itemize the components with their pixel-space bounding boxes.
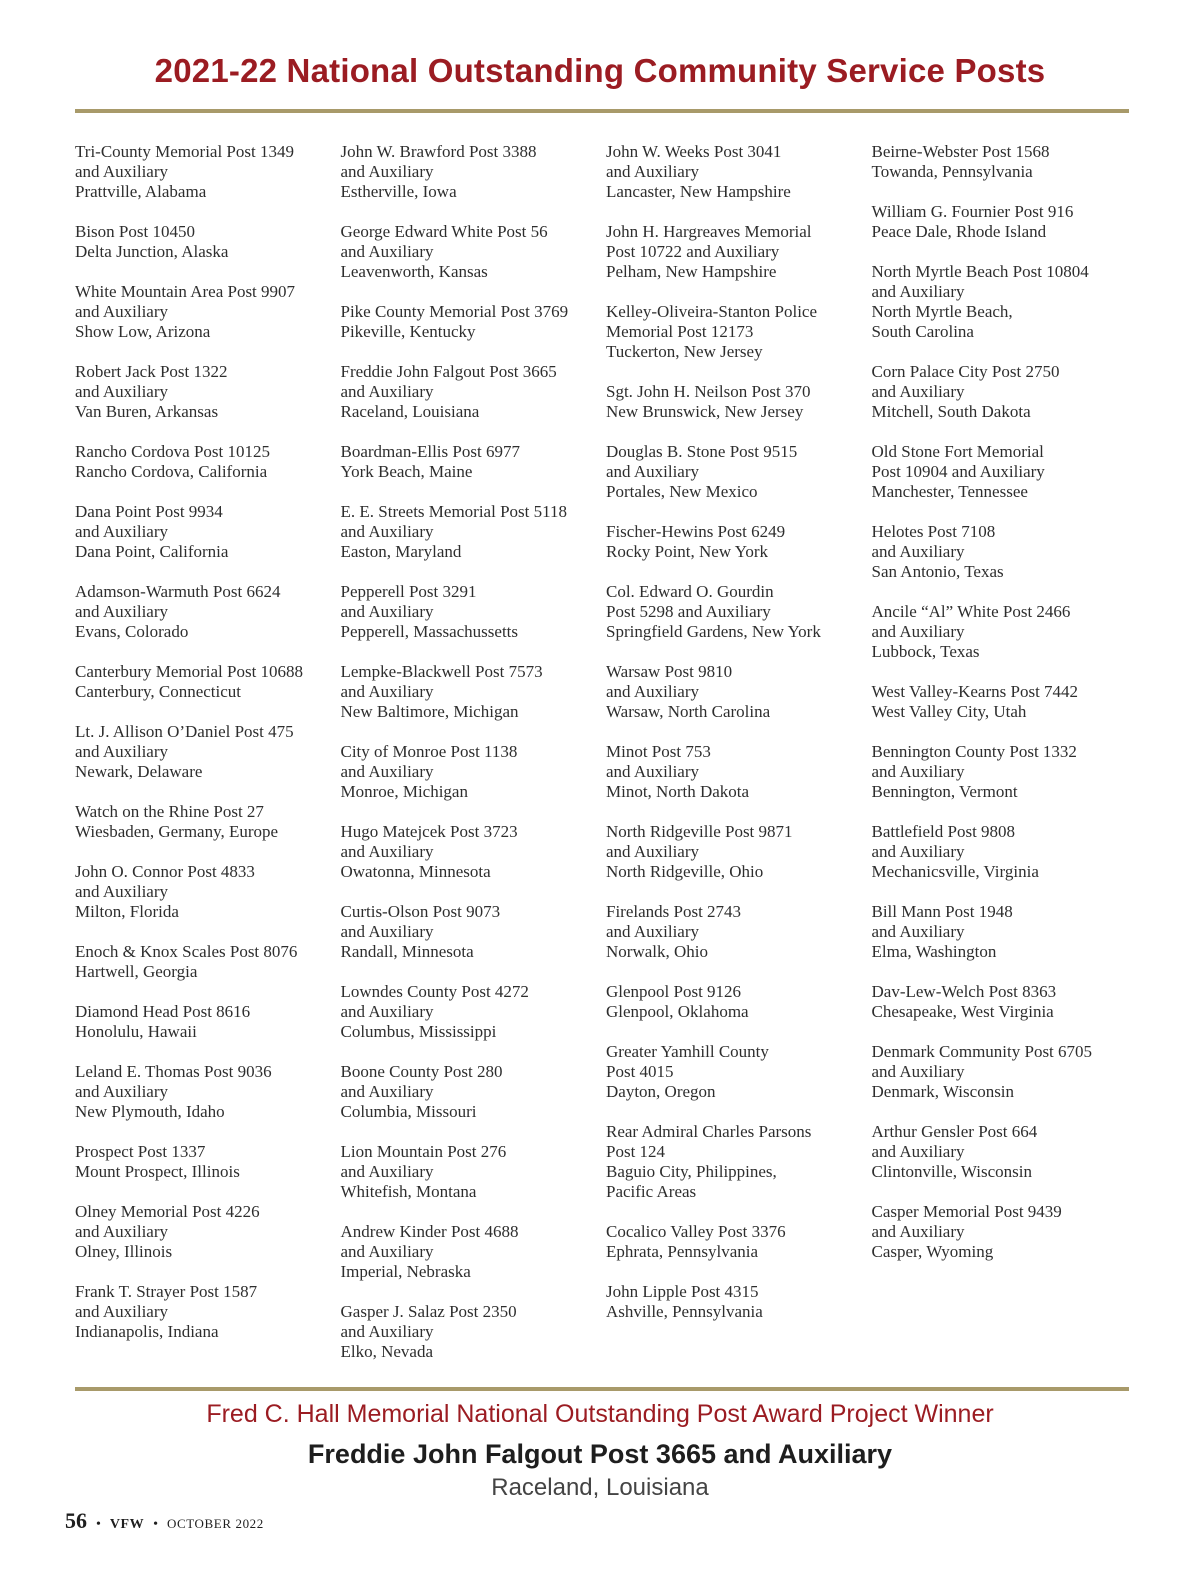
post-entry-line: and Auxiliary — [606, 682, 700, 701]
post-entry-line: Prospect Post 1337 — [75, 1142, 206, 1161]
post-column — [75, 142, 341, 1382]
post-entry-line: and Auxiliary — [606, 842, 700, 861]
post-entry-line: Firelands Post 2743 — [606, 902, 742, 921]
post-entry-line: and Auxiliary — [340, 922, 434, 941]
post-entry — [872, 602, 1138, 662]
post-entry — [872, 902, 1138, 962]
post-entry — [872, 362, 1138, 422]
post-column — [606, 142, 872, 1382]
post-entry-line: and Auxiliary — [871, 622, 965, 641]
post-entry-line: and Auxiliary — [871, 382, 965, 401]
post-entry-line: and Auxiliary — [75, 1222, 169, 1241]
award-heading: Fred C. Hall Memorial National Outstanding Post Award Project Winner — [206, 1400, 994, 1428]
post-entry-line: Columbia, Missouri — [340, 1102, 477, 1121]
post-entry-line: and Auxiliary — [75, 602, 169, 621]
post-entry — [606, 1042, 872, 1102]
post-entry-line: John H. Hargreaves Memorial — [606, 222, 812, 241]
post-entry-line: Tri-County Memorial Post 1349 — [75, 142, 294, 161]
post-entry-line: Rancho Cordova, California — [75, 462, 268, 481]
post-entry-line: North Myrtle Beach, — [871, 302, 1013, 321]
post-entry-line: Ancile “Al” White Post 2466 — [871, 602, 1071, 621]
post-entry — [872, 1042, 1138, 1102]
post-entry — [606, 742, 872, 802]
post-entry-line: Gasper J. Salaz Post 2350 — [340, 1302, 517, 1321]
post-entry-line: York Beach, Maine — [340, 462, 473, 481]
post-entry — [872, 442, 1138, 502]
post-entry-line: Mount Prospect, Illinois — [75, 1162, 240, 1181]
page-number: 56 — [65, 1508, 87, 1533]
post-entry-line: Mitchell, South Dakota — [871, 402, 1031, 421]
post-entry — [341, 822, 607, 882]
post-entry-line: Denmark, Wisconsin — [871, 1082, 1015, 1101]
post-entry-line: and Auxiliary — [340, 682, 434, 701]
post-entry-line: Post 10904 and Auxiliary — [871, 462, 1045, 481]
post-entry-line: City of Monroe Post 1138 — [340, 742, 518, 761]
top-divider — [75, 109, 1129, 113]
post-entry — [341, 582, 607, 642]
post-entry-line: Freddie John Falgout Post 3665 — [340, 362, 557, 381]
page-footer — [65, 1508, 264, 1534]
post-entry-line: John O. Connor Post 4833 — [75, 862, 255, 881]
post-entry-line: and Auxiliary — [75, 882, 169, 901]
post-entry-line: Show Low, Arizona — [75, 322, 211, 341]
post-entry-line: Tuckerton, New Jersey — [606, 342, 763, 361]
post-entry — [872, 202, 1138, 242]
post-entry-line: Sgt. John H. Neilson Post 370 — [606, 382, 811, 401]
post-entry — [872, 1122, 1138, 1182]
post-entry-line: Pacific Areas — [606, 1182, 697, 1201]
post-entry-line: Watch on the Rhine Post 27 — [75, 802, 264, 821]
post-entry — [872, 982, 1138, 1022]
post-entry-line: Pelham, New Hampshire — [606, 262, 777, 281]
post-entry-line: White Mountain Area Post 9907 — [75, 282, 296, 301]
post-entry-line: Easton, Maryland — [340, 542, 462, 561]
post-entry-line: and Auxiliary — [75, 522, 169, 541]
post-entry-line: and Auxiliary — [340, 522, 434, 541]
post-entry-line: Andrew Kinder Post 4688 — [340, 1222, 519, 1241]
post-entry-line: Beirne-Webster Post 1568 — [871, 142, 1050, 161]
post-entry-line: Manchester, Tennessee — [871, 482, 1028, 501]
post-entry-line: Elko, Nevada — [340, 1342, 434, 1361]
post-entry-line: Old Stone Fort Memorial — [871, 442, 1044, 461]
post-entry — [606, 222, 872, 282]
post-entry-line: Glenpool Post 9126 — [606, 982, 742, 1001]
post-entry-line: Rancho Cordova Post 10125 — [75, 442, 271, 461]
post-entry — [75, 442, 341, 482]
post-entry-line: Columbus, Mississippi — [340, 1022, 497, 1041]
post-entry-line: and Auxiliary — [606, 462, 700, 481]
post-entry-line: Monroe, Michigan — [340, 782, 468, 801]
post-entry-line: Ashville, Pennsylvania — [606, 1302, 763, 1321]
post-entry-line: and Auxiliary — [340, 842, 434, 861]
post-entry-line: Evans, Colorado — [75, 622, 189, 641]
post-entry-line: Leavenworth, Kansas — [340, 262, 488, 281]
post-entry-line: Post 5298 and Auxiliary — [606, 602, 771, 621]
post-entry-line: Dana Point Post 9934 — [75, 502, 223, 521]
post-entry — [872, 822, 1138, 882]
post-entry — [606, 662, 872, 722]
post-entry-line: Glenpool, Oklahoma — [606, 1002, 749, 1021]
post-entry-line: Dayton, Oregon — [606, 1082, 716, 1101]
post-entry-line: and Auxiliary — [340, 382, 434, 401]
post-entry-line: South Carolina — [871, 322, 974, 341]
post-entry — [341, 1222, 607, 1282]
post-entry-line: and Auxiliary — [340, 762, 434, 781]
post-entry-line: and Auxiliary — [340, 1002, 434, 1021]
post-entry — [75, 1002, 341, 1042]
post-entry-line: Randall, Minnesota — [340, 942, 474, 961]
post-entry-line: George Edward White Post 56 — [340, 222, 548, 241]
footer-separator: • — [96, 1517, 101, 1532]
post-entry — [872, 1202, 1138, 1262]
post-entry — [606, 582, 872, 642]
post-entry-line: North Ridgeville, Ohio — [606, 862, 764, 881]
post-entry — [341, 1142, 607, 1202]
post-entry-line: North Myrtle Beach Post 10804 — [871, 262, 1089, 281]
post-entry-line: Pikeville, Kentucky — [340, 322, 476, 341]
post-entry-line: and Auxiliary — [871, 762, 965, 781]
post-entry-line: and Auxiliary — [75, 1302, 169, 1321]
post-entry — [75, 1282, 341, 1342]
post-entry — [606, 982, 872, 1022]
post-entry-line: and Auxiliary — [606, 762, 700, 781]
post-entry-line: William G. Fournier Post 916 — [871, 202, 1074, 221]
post-entry-line: Pepperell Post 3291 — [340, 582, 477, 601]
post-entry-line: Diamond Head Post 8616 — [75, 1002, 251, 1021]
issue-date: OCTOBER 2022 — [166, 1516, 264, 1531]
post-list-columns — [75, 142, 1135, 1382]
post-entry-line: New Baltimore, Michigan — [340, 702, 519, 721]
post-entry-line: Casper Memorial Post 9439 — [871, 1202, 1062, 1221]
post-entry-line: Robert Jack Post 1322 — [75, 362, 228, 381]
post-entry — [341, 222, 607, 282]
post-entry-line: Norwalk, Ohio — [606, 942, 708, 961]
footer-separator: • — [153, 1517, 158, 1532]
post-entry — [872, 262, 1138, 342]
post-entry — [75, 1202, 341, 1262]
bottom-divider — [75, 1387, 1129, 1391]
post-entry-line: Prattville, Alabama — [75, 182, 207, 201]
post-entry — [606, 302, 872, 362]
award-winner-location: Raceland, Louisiana — [491, 1474, 709, 1501]
post-entry-line: Hartwell, Georgia — [75, 962, 198, 981]
post-entry — [341, 1062, 607, 1122]
post-entry-line: Denmark Community Post 6705 — [871, 1042, 1093, 1061]
post-entry-line: and Auxiliary — [340, 1082, 434, 1101]
post-entry-line: Springfield Gardens, New York — [606, 622, 821, 641]
post-entry-line: Towanda, Pennsylvania — [871, 162, 1033, 181]
post-entry-line: Honolulu, Hawaii — [75, 1022, 197, 1041]
post-entry-line: and Auxiliary — [340, 1242, 434, 1261]
post-entry — [75, 1142, 341, 1182]
post-entry-line: and Auxiliary — [871, 1062, 965, 1081]
award-winner-post: Freddie John Falgout Post 3665 and Auxiliary — [307, 1439, 893, 1469]
post-entry-line: Raceland, Louisiana — [340, 402, 480, 421]
post-entry-line: West Valley City, Utah — [871, 702, 1027, 721]
post-entry-line: Arthur Gensler Post 664 — [871, 1122, 1038, 1141]
post-column — [872, 142, 1138, 1382]
post-entry — [606, 1222, 872, 1262]
post-entry-line: and Auxiliary — [871, 1222, 965, 1241]
post-entry-line: and Auxiliary — [606, 922, 700, 941]
post-entry-line: Lempke-Blackwell Post 7573 — [340, 662, 543, 681]
post-entry-line: and Auxiliary — [871, 842, 965, 861]
post-entry-line: Rocky Point, New York — [606, 542, 768, 561]
post-entry-line: Lubbock, Texas — [871, 642, 980, 661]
post-entry — [75, 942, 341, 982]
post-entry-line: Pike County Memorial Post 3769 — [340, 302, 569, 321]
post-entry-line: and Auxiliary — [340, 1322, 434, 1341]
post-entry-line: and Auxiliary — [340, 162, 434, 181]
post-entry — [341, 302, 607, 342]
post-entry-line: Olney Memorial Post 4226 — [75, 1202, 260, 1221]
post-entry — [75, 502, 341, 562]
post-entry — [75, 362, 341, 422]
post-entry-line: Ephrata, Pennsylvania — [606, 1242, 759, 1261]
post-entry-line: New Brunswick, New Jersey — [606, 402, 804, 421]
post-entry-line: Adamson-Warmuth Post 6624 — [75, 582, 281, 601]
post-entry-line: Leland E. Thomas Post 9036 — [75, 1062, 272, 1081]
post-entry-line: Bennington County Post 1332 — [871, 742, 1077, 761]
post-entry-line: Estherville, Iowa — [340, 182, 457, 201]
post-entry-line: New Plymouth, Idaho — [75, 1102, 225, 1121]
post-entry-line: Clintonville, Wisconsin — [871, 1162, 1033, 1181]
post-entry-line: Cocalico Valley Post 3376 — [606, 1222, 786, 1241]
post-entry — [341, 442, 607, 482]
post-entry-line: Baguio City, Philippines, — [606, 1162, 777, 1181]
post-entry-line: Indianapolis, Indiana — [75, 1322, 219, 1341]
post-entry-line: Mechanicsville, Virginia — [871, 862, 1039, 881]
post-column — [341, 142, 607, 1382]
post-entry-line: Warsaw Post 9810 — [606, 662, 733, 681]
post-entry — [606, 522, 872, 562]
post-entry — [75, 582, 341, 642]
post-entry-line: Curtis-Olson Post 9073 — [340, 902, 501, 921]
post-entry-line: and Auxiliary — [75, 302, 169, 321]
post-entry-line: and Auxiliary — [606, 162, 700, 181]
post-entry — [341, 362, 607, 422]
post-entry-line: Post 124 — [606, 1142, 666, 1161]
magazine-name: VFW — [109, 1517, 145, 1532]
post-entry-line: Greater Yamhill County — [606, 1042, 769, 1061]
post-entry-line: Lowndes County Post 4272 — [340, 982, 529, 1001]
post-entry — [606, 1122, 872, 1202]
post-entry-line: Minot, North Dakota — [606, 782, 750, 801]
post-entry-line: Casper, Wyoming — [871, 1242, 994, 1261]
post-entry-line: Imperial, Nebraska — [340, 1262, 471, 1281]
post-entry-line: Frank T. Strayer Post 1587 — [75, 1282, 258, 1301]
post-entry-line: Dana Point, California — [75, 542, 229, 561]
post-entry-line: and Auxiliary — [340, 1162, 434, 1181]
post-entry-line: Whitefish, Montana — [340, 1182, 477, 1201]
post-entry-line: Pepperell, Massachussetts — [340, 622, 519, 641]
post-entry — [75, 142, 341, 202]
post-entry — [75, 802, 341, 842]
post-entry-line: Portales, New Mexico — [606, 482, 758, 501]
post-entry-line: San Antonio, Texas — [871, 562, 1004, 581]
post-entry-line: and Auxiliary — [75, 382, 169, 401]
post-entry-line: Post 10722 and Auxiliary — [606, 242, 780, 261]
post-entry — [872, 682, 1138, 722]
post-entry — [341, 982, 607, 1042]
post-entry-line: Douglas B. Stone Post 9515 — [606, 442, 798, 461]
post-entry — [606, 142, 872, 202]
post-entry-line: Col. Edward O. Gourdin — [606, 582, 774, 601]
post-entry — [75, 222, 341, 262]
post-entry — [75, 662, 341, 702]
post-entry-line: Corn Palace City Post 2750 — [871, 362, 1060, 381]
post-entry — [341, 742, 607, 802]
post-entry — [872, 742, 1138, 802]
post-entry-line: and Auxiliary — [75, 1082, 169, 1101]
post-entry — [606, 822, 872, 882]
post-entry — [606, 902, 872, 962]
post-entry-line: Memorial Post 12173 — [606, 322, 754, 341]
post-entry — [606, 1282, 872, 1322]
post-entry — [75, 1062, 341, 1122]
post-entry-line: and Auxiliary — [871, 542, 965, 561]
post-entry-line: Warsaw, North Carolina — [606, 702, 771, 721]
post-entry-line: and Auxiliary — [871, 1142, 965, 1161]
post-entry-line: Canterbury Memorial Post 10688 — [75, 662, 304, 681]
post-entry-line: Bill Mann Post 1948 — [871, 902, 1013, 921]
post-entry-line: Post 4015 — [606, 1062, 674, 1081]
post-entry-line: Lancaster, New Hampshire — [606, 182, 791, 201]
post-entry-line: and Auxiliary — [871, 922, 965, 941]
post-entry-line: Helotes Post 7108 — [871, 522, 996, 541]
post-entry — [75, 722, 341, 782]
post-entry-line: Wiesbaden, Germany, Europe — [75, 822, 279, 841]
post-entry-line: E. E. Streets Memorial Post 5118 — [340, 502, 567, 521]
post-entry-line: Enoch & Knox Scales Post 8076 — [75, 942, 298, 961]
post-entry-line: Hugo Matejcek Post 3723 — [340, 822, 518, 841]
post-entry-line: Elma, Washington — [871, 942, 997, 961]
post-entry-line: Minot Post 753 — [606, 742, 711, 761]
post-entry-line: John W. Brawford Post 3388 — [340, 142, 537, 161]
post-entry-line: Kelley-Oliveira-Stanton Police — [606, 302, 818, 321]
post-entry-line: Fischer-Hewins Post 6249 — [606, 522, 786, 541]
post-entry-line: Canterbury, Connecticut — [75, 682, 242, 701]
post-entry-line: and Auxiliary — [75, 742, 169, 761]
post-entry-line: Bison Post 10450 — [75, 222, 195, 241]
post-entry — [341, 502, 607, 562]
post-entry — [872, 522, 1138, 582]
post-entry-line: and Auxiliary — [340, 242, 434, 261]
post-entry — [75, 862, 341, 922]
post-entry-line: Lt. J. Allison O’Daniel Post 475 — [75, 722, 294, 741]
post-entry-line: North Ridgeville Post 9871 — [606, 822, 793, 841]
post-entry-line: Owatonna, Minnesota — [340, 862, 491, 881]
post-entry-line: John W. Weeks Post 3041 — [606, 142, 782, 161]
post-entry-line: Boardman-Ellis Post 6977 — [340, 442, 520, 461]
post-entry — [341, 662, 607, 722]
post-entry-line: Peace Dale, Rhode Island — [871, 222, 1047, 241]
post-entry-line: Delta Junction, Alaska — [75, 242, 229, 261]
post-entry-line: Van Buren, Arkansas — [75, 402, 219, 421]
post-entry-line: Olney, Illinois — [75, 1242, 173, 1261]
post-entry — [606, 442, 872, 502]
post-entry-line: and Auxiliary — [340, 602, 434, 621]
post-entry-line: Bennington, Vermont — [871, 782, 1018, 801]
post-entry-line: Dav-Lew-Welch Post 8363 — [871, 982, 1057, 1001]
post-entry-line: Chesapeake, West Virginia — [871, 1002, 1054, 1021]
post-entry — [606, 382, 872, 422]
post-entry — [341, 142, 607, 202]
post-entry-line: Lion Mountain Post 276 — [340, 1142, 507, 1161]
page-title: 2021-22 National Outstanding Community Service Posts — [154, 52, 1046, 89]
post-entry — [75, 282, 341, 342]
post-entry — [341, 1302, 607, 1362]
post-entry-line: and Auxiliary — [871, 282, 965, 301]
post-entry-line: Battlefield Post 9808 — [871, 822, 1016, 841]
post-entry — [341, 902, 607, 962]
post-entry-line: Newark, Delaware — [75, 762, 203, 781]
post-entry-line: Milton, Florida — [75, 902, 179, 921]
post-entry — [872, 142, 1138, 182]
post-entry-line: Rear Admiral Charles Parsons — [606, 1122, 812, 1141]
post-entry-line: Boone County Post 280 — [340, 1062, 503, 1081]
post-entry-line: John Lipple Post 4315 — [606, 1282, 759, 1301]
post-entry-line: West Valley-Kearns Post 7442 — [871, 682, 1079, 701]
post-entry-line: and Auxiliary — [75, 162, 169, 181]
